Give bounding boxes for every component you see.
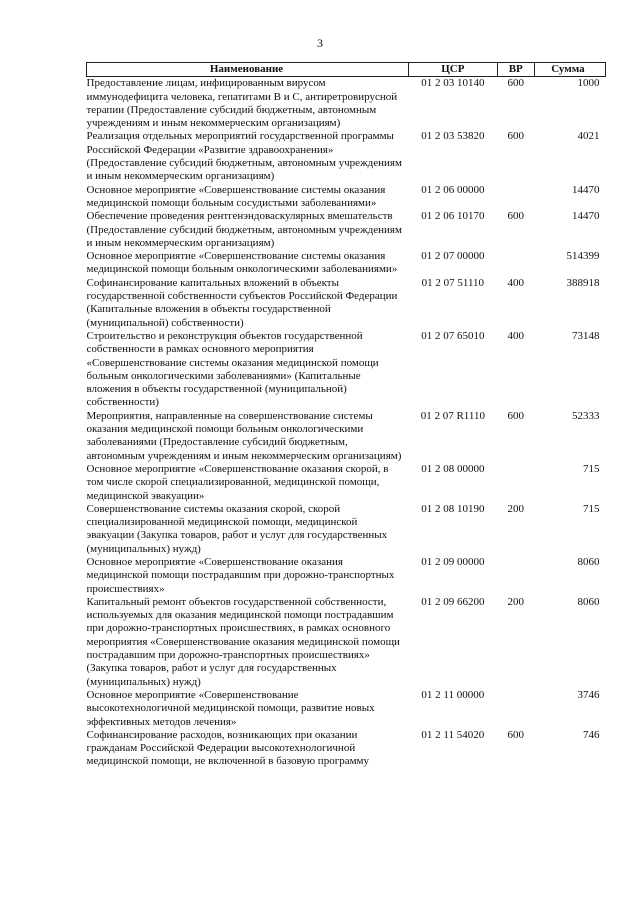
- row-vr: 600: [507, 77, 524, 90]
- row-vr: [497, 689, 534, 729]
- row-csr: 01 2 09 00000: [421, 555, 485, 568]
- row-name: Предоставление лицам, инфицированным вирусом иммунодефицита человека, гепатитами В и С, антиретровирусной терапии (Предоставление субсидий бюджетным, автономным учреждениям и иным некоммерческим организациям): [86, 77, 398, 130]
- row-csr: 01 2 07 51110: [421, 276, 485, 289]
- row-sum: 715: [583, 462, 600, 475]
- row-csr: 01 2 07 00000: [421, 250, 485, 263]
- row-sum: 1000: [577, 77, 600, 90]
- row-csr: 01 2 03 53820: [421, 130, 485, 143]
- page-number: 3: [317, 36, 323, 50]
- table-row: [87, 210, 606, 250]
- row-sum: 715: [583, 502, 600, 515]
- row-vr: [497, 250, 534, 277]
- row-csr: 01 2 08 10190: [421, 502, 485, 515]
- row-csr: 01 2 08 00000: [421, 462, 485, 475]
- row-name: Основное мероприятие «Совершенствование системы оказания медицинской помощи больным сосудистыми заболеваниями»: [86, 183, 386, 209]
- row-sum: 73148: [572, 329, 600, 342]
- row-sum: 3746: [577, 688, 600, 701]
- column-header-vr: ВР: [497, 63, 534, 77]
- table-row: [87, 250, 606, 277]
- column-header-name: Наименование: [87, 63, 409, 77]
- table-row: [87, 130, 606, 183]
- row-vr: 400: [507, 329, 524, 342]
- row-sum: 14470: [572, 210, 600, 223]
- column-header-csr: ЦСР: [409, 63, 498, 77]
- row-csr: 01 2 06 00000: [421, 183, 485, 196]
- table-row: [87, 463, 606, 503]
- row-name: Обеспечение проведения рентгенэндоваскулярных вмешательств (Предоставление субсидий бюджетным, автономным учреждениям и иным некоммерческим организациям): [86, 210, 402, 249]
- row-csr: 01 2 11 00000: [421, 688, 485, 701]
- table-header-row: [87, 63, 606, 77]
- row-sum: 8060: [577, 555, 600, 568]
- table-row: [87, 689, 606, 729]
- row-csr: 01 2 03 10140: [421, 77, 485, 90]
- table-row: [87, 596, 606, 689]
- row-name: Основное мероприятие «Совершенствование оказания медицинской помощи пострадавшим при дорожно-транспортных происшествиях»: [86, 555, 395, 595]
- table-row: [87, 410, 606, 463]
- row-name: Софинансирование капитальных вложений в объекты государственной собственности субъектов Российской Федерации (Капитальные вложения в объекты государственной (муниципальной) собственности): [86, 276, 398, 329]
- row-sum: 4021: [577, 130, 600, 143]
- table-row: [87, 729, 606, 769]
- row-name: Капитальный ремонт объектов государственной собственности, используемых для оказания медицинской помощи пострадавшим при дорожно-транспортных происшествиях, в рамках основного мероприятия «Совершенствование оказания медицинской помощи пострадавшим при дорожно-транспортных происшествиях» (Закупка товаров, работ и услуг для государственных (муниципальных) нужд): [86, 595, 400, 688]
- row-vr: 600: [507, 130, 524, 143]
- row-vr: [497, 463, 534, 503]
- row-vr: 600: [507, 409, 524, 422]
- table-row: [87, 330, 606, 410]
- row-vr: 600: [507, 728, 524, 741]
- column-header-sum: Сумма: [534, 63, 605, 77]
- table-row: [87, 556, 606, 596]
- table-row: [87, 503, 606, 556]
- row-sum: 746: [583, 728, 600, 741]
- row-csr: 01 2 09 66200: [421, 595, 485, 608]
- row-csr: 01 2 07 65010: [421, 329, 485, 342]
- row-sum: 8060: [577, 595, 600, 608]
- row-vr: 600: [507, 210, 524, 223]
- row-sum: 52333: [572, 409, 600, 422]
- row-csr: 01 2 11 54020: [421, 728, 485, 741]
- row-vr: [497, 184, 534, 211]
- table-row: [87, 77, 606, 131]
- row-name: Совершенствование системы оказания скорой, скорой специализированной медицинской помощи, медицинской эвакуации (Закупка товаров, работ и услуг для государственных (муниципальных) нужд): [86, 502, 388, 555]
- row-name: Основное мероприятие «Совершенствование высокотехнологичной медицинской помощи, развитие новых эффективных методов лечения»: [86, 688, 375, 728]
- row-vr: 200: [507, 502, 524, 515]
- table-row: [87, 277, 606, 330]
- row-vr: 400: [507, 276, 524, 289]
- row-csr: 01 2 06 10170: [421, 210, 485, 223]
- row-vr: [497, 556, 534, 596]
- row-sum: 388918: [566, 276, 600, 289]
- table-row: [87, 184, 606, 211]
- row-csr: 01 2 07 R1110: [420, 409, 485, 422]
- row-sum: 14470: [572, 183, 600, 196]
- row-name: Строительство и реконструкция объектов государственной собственности в рамках основного мероприятия «Совершенствование системы оказания медицинской помощи больным онкологическими заболеваниями» (Капитальные вложения в объекты государственной (муниципальной) собственности): [86, 329, 379, 409]
- row-sum: 514399: [566, 250, 600, 263]
- row-name: Мероприятия, направленные на совершенствование системы оказания медицинской помощи больным онкологическими заболеваниями (Предоставление субсидий бюджетным, автономным учреждениям и иным некоммерческим организациям): [86, 409, 402, 462]
- row-name: Софинансирование расходов, возникающих при оказании гражданам Российской Федерации высокотехнологичной медицинской помощи, не включенной в базовую программу: [86, 728, 370, 768]
- row-name: Реализация отдельных мероприятий государственной программы Российской Федерации «Развитие здравоохранения» (Предоставление субсидий бюджетным, автономным учреждениям и иным некоммерческим организациям): [86, 130, 402, 183]
- row-name: Основное мероприятие «Совершенствование оказания скорой, в том числе скорой специализированной, медицинской помощи, медицинской эвакуации»: [86, 462, 389, 502]
- budget-table: [86, 62, 606, 769]
- row-vr: 200: [507, 595, 524, 608]
- row-name: Основное мероприятие «Совершенствование системы оказания медицинской помощи больным онкологическими заболеваниями»: [86, 250, 398, 276]
